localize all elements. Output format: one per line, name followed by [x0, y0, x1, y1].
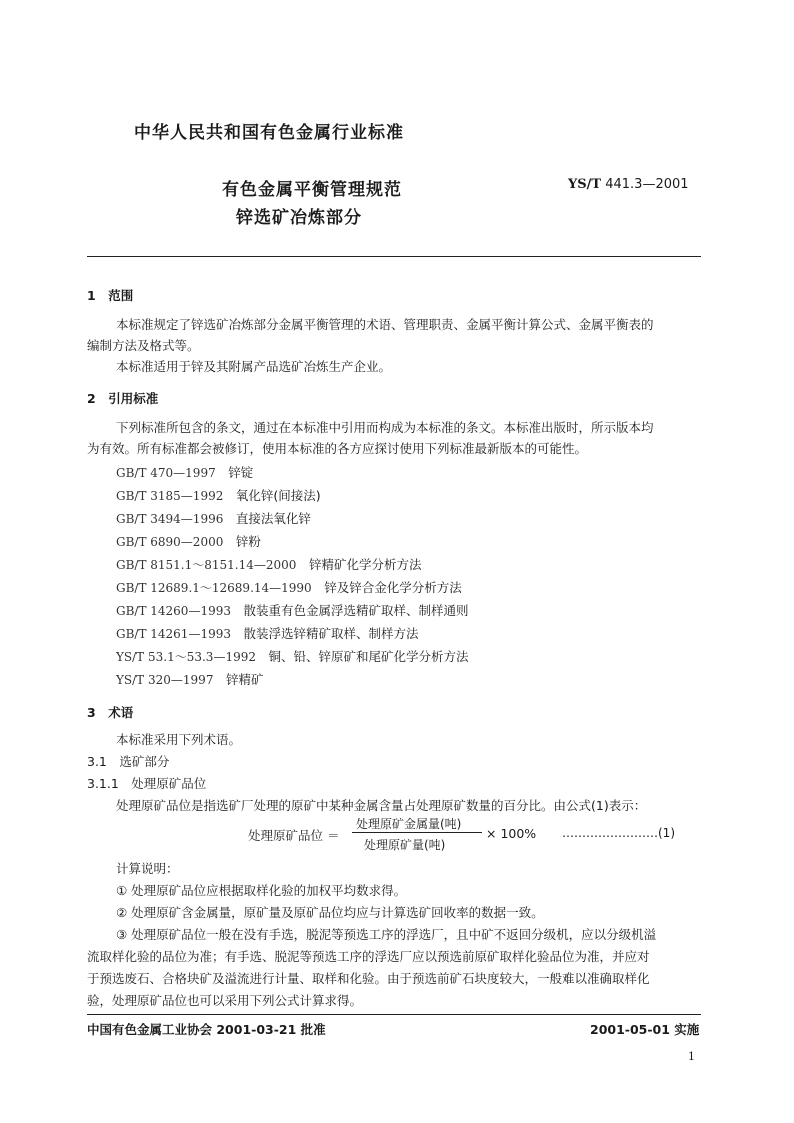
note-3-line3: 于预选废石、合格块矿及溢流进行计量、取样和化验。由于预选前矿石块度较大，一般难以准确取样化	[87, 971, 650, 986]
reference-item: GB/T 14260—1993 散装重有色金属浮选精矿取样、制样通则	[116, 603, 469, 618]
note-3-line4: 验，处理原矿品位也可以采用下列公式计算求得。	[87, 993, 363, 1008]
section-1-para1-line1: 本标准规定了锌选矿冶炼部分金属平衡管理的术语、管理职责、金属平衡计算公式、金属平衡表的	[116, 317, 654, 332]
reference-item: GB/T 8151.1～8151.14—2000 锌精矿化学分析方法	[116, 557, 422, 572]
approval-date: 中国有色金属工业协会 2001-03-21 批准	[87, 1022, 326, 1037]
standard-code-prefix: YS/T	[568, 177, 602, 192]
reference-item: GB/T 12689.1～12689.14—1990 锌及锌合金化学分析方法	[116, 580, 462, 595]
subsection-3-1-1-heading: 3.1.1 处理原矿品位	[87, 776, 207, 791]
formula-number: ……………………(1)	[562, 826, 675, 840]
definition-text: 处理原矿品位是指选矿厂处理的原矿中某种金属含量占处理原矿数量的百分比。由公式(1)表示：	[116, 798, 647, 813]
standard-code-number: 441.3—2001	[605, 177, 689, 192]
reference-item: YS/T 320—1997 锌精矿	[116, 672, 264, 687]
standard-code	[568, 177, 689, 192]
subsection-3-1-heading: 3.1 选矿部分	[87, 754, 170, 769]
section-3-heading: 3 术语	[87, 705, 134, 720]
header-divider	[87, 256, 701, 257]
section-1-para2: 本标准适用于锌及其附属产品选矿冶炼生产企业。	[116, 359, 392, 374]
section-1-para1-line2: 编制方法及格式等。	[87, 338, 200, 353]
footer-divider	[87, 1014, 701, 1015]
effective-date: 2001-05-01 实施	[590, 1022, 700, 1037]
section-1-heading: 1 范围	[87, 288, 134, 303]
section-2-heading: 2 引用标准	[87, 391, 159, 406]
section-3-intro: 本标准采用下列术语。	[116, 732, 242, 747]
section-2-para-line1: 下列标准所包含的条文，通过在本标准中引用而构成为本标准的条文。本标准出版时，所示版本均	[116, 420, 654, 435]
formula-multiplier: × 100%	[486, 826, 537, 841]
document-title: 有色金属平衡管理规范	[222, 180, 402, 200]
formula-denominator: 处理原矿量(吨)	[364, 838, 446, 852]
reference-item: GB/T 14261—1993 散装浮选锌精矿取样、制样方法	[116, 626, 419, 641]
reference-item: YS/T 53.1～53.3—1992 铜、铅、锌原矿和尾矿化学分析方法	[116, 649, 469, 664]
reference-item: GB/T 6890—2000 锌粉	[116, 534, 261, 549]
note-3-line2: 流取样化验的品位为准；有手选、脱泥等预选工序的浮选厂应以预选前原矿取样化验品位为准，并应对	[87, 949, 650, 964]
page-number: 1	[688, 1050, 695, 1063]
document-subtitle: 锌选矿冶炼部分	[236, 208, 362, 228]
formula-numerator: 处理原矿金属量(吨)	[356, 817, 462, 831]
formula-label: 处理原矿品位 ＝	[248, 828, 340, 843]
reference-item: GB/T 470—1997 锌锭	[116, 465, 254, 480]
section-2-para-line2: 为有效。所有标准都会被修订，使用本标准的各方应探讨使用下列标准最新版本的可能性。	[87, 441, 588, 456]
issuing-authority: 中华人民共和国有色金属行业标准	[134, 123, 404, 143]
reference-item: GB/T 3185—1992 氧化锌(间接法)	[116, 488, 321, 503]
note-3-line1: ③ 处理原矿品位一般在没有手选，脱泥等预选工序的浮选厂，且中矿不返回分级机，应以分级机溢	[116, 927, 657, 942]
notes-heading: 计算说明：	[116, 861, 179, 876]
note-1: ① 处理原矿品位应根据取样化验的加权平均数求得。	[116, 883, 407, 898]
formula-fraction-bar	[352, 832, 482, 833]
note-2: ② 处理原矿含金属量，原矿量及原矿品位均应与计算选矿回收率的数据一致。	[116, 905, 544, 920]
reference-item: GB/T 3494—1996 直接法氧化锌	[116, 511, 311, 526]
